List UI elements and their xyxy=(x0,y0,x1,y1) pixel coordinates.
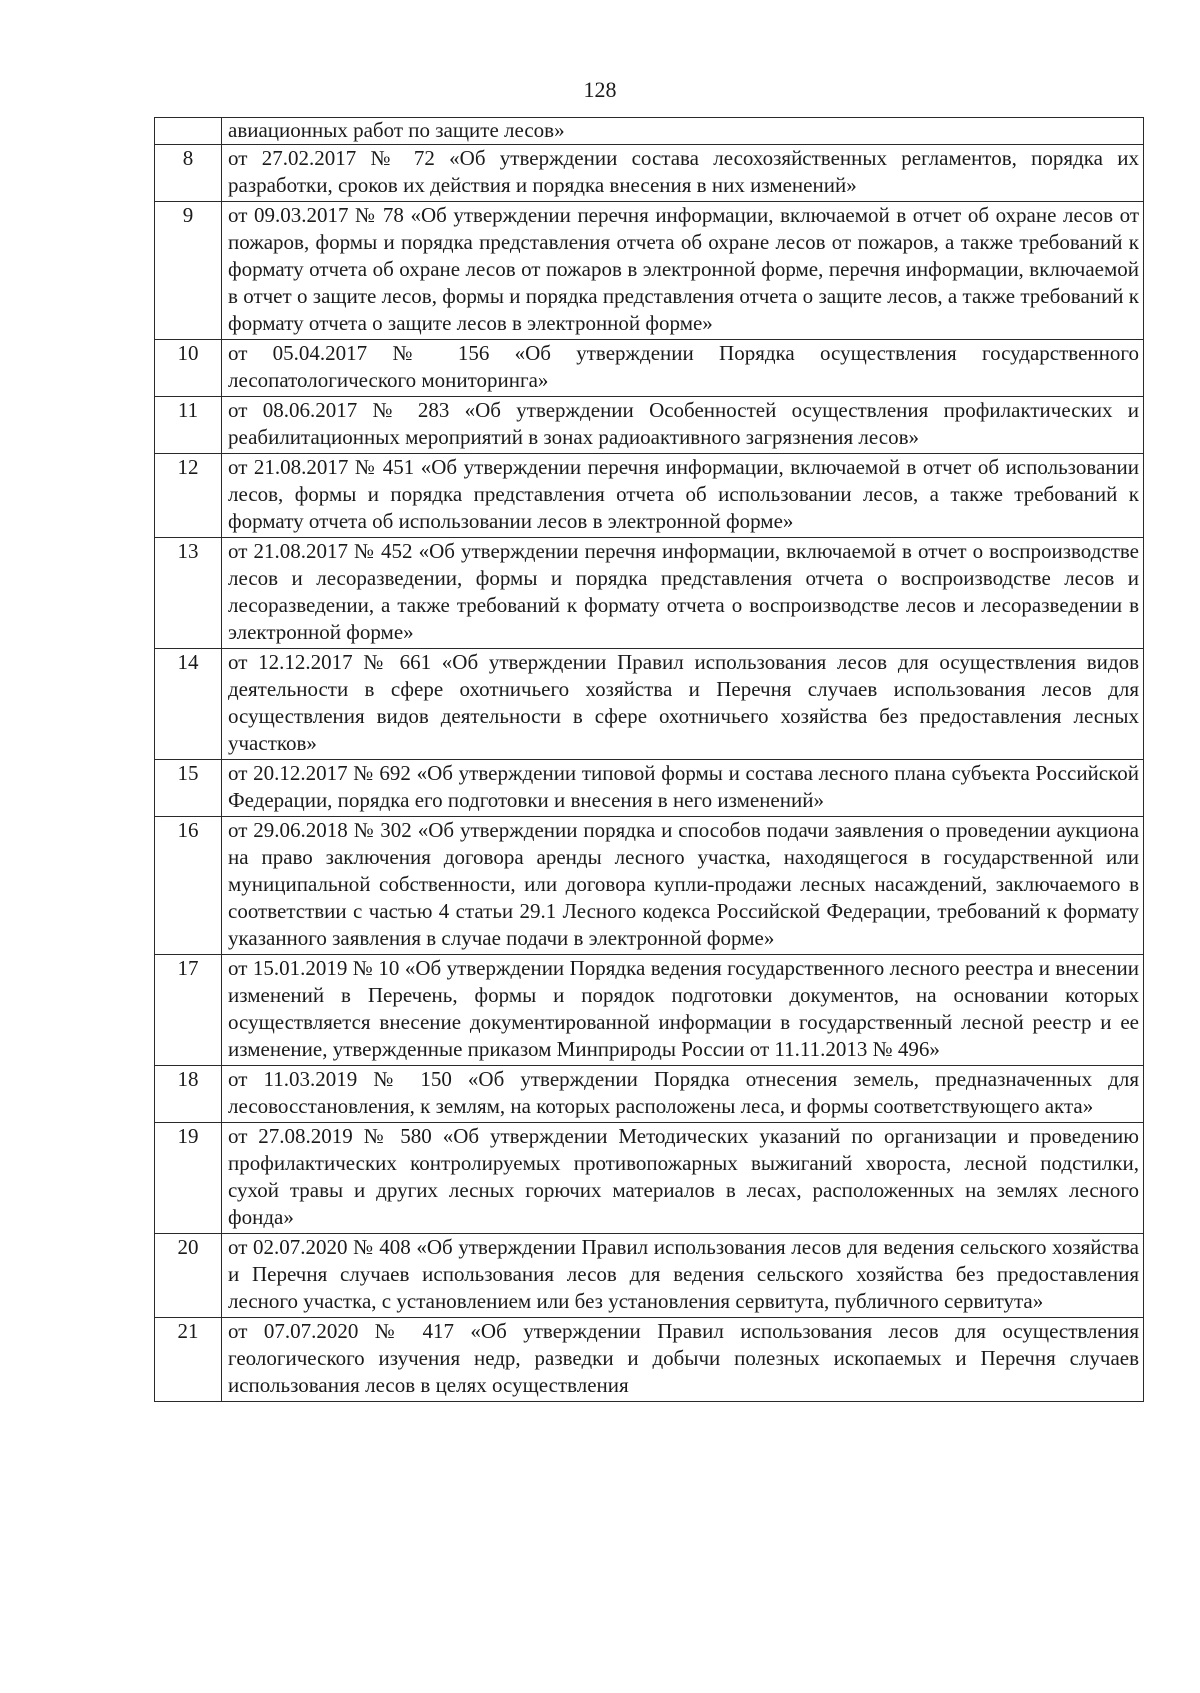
row-number: 21 xyxy=(155,1318,222,1402)
table-row xyxy=(155,760,1144,817)
row-number: 20 xyxy=(155,1234,222,1318)
row-text: от 09.03.2017 № 78 «Об утверждении перечня информации, включаемой в отчет об охране лесов от пожаров, формы и порядка представления отчета об охране лесов от пожаров, а также требований к формату отчета об охране лесов от пожаров в электронной форме, перечня информации, включаемой в отчет о защите лесов, формы и порядка представления отчета о защите лесов, а также требований к формату отчета о защите лесов в электронной форме» xyxy=(222,202,1144,340)
row-number xyxy=(155,118,222,145)
row-text: от 21.08.2017 № 451 «Об утверждении перечня информации, включаемой в отчет об использовании лесов, формы и порядка представления отчета об использовании лесов, а также требований к формату отчета об использовании лесов в электронной форме» xyxy=(222,454,1144,538)
page-number: 128 xyxy=(583,77,617,102)
row-text: от 07.07.2020 № 417 «Об утверждении Правил использования лесов для осуществления геологического изучения недр, разведки и добычи полезных ископаемых и Перечня случаев использования лесов в целях осуществления xyxy=(222,1318,1144,1402)
row-number: 16 xyxy=(155,817,222,955)
row-number: 13 xyxy=(155,538,222,649)
table-row xyxy=(155,649,1144,760)
table-row xyxy=(155,145,1144,202)
row-number: 11 xyxy=(155,397,222,454)
table-row xyxy=(155,340,1144,397)
row-text: от 29.06.2018 № 302 «Об утверждении порядка и способов подачи заявления о проведении аукциона на право заключения договора аренды лесного участка, находящегося в государственной или муниципальной собственности, или договора купли-продажи лесных насаждений, заключаемого в соответствии с частью 4 статьи 29.1 Лесного кодекса Российской Федерации, требований к формату указанного заявления в случае подачи в электронной форме» xyxy=(222,817,1144,955)
row-number: 10 xyxy=(155,340,222,397)
row-number: 18 xyxy=(155,1066,222,1123)
row-text: от 12.12.2017 № 661 «Об утверждении Правил использования лесов для осуществления видов деятельности в сфере охотничьего хозяйства и Перечня случаев использования лесов для осуществления видов деятельности в сфере охотничьего хозяйства без предоставления лесных участков» xyxy=(222,649,1144,760)
row-number: 8 xyxy=(155,145,222,202)
table-row xyxy=(155,118,1144,145)
row-text: от 05.04.2017 № 156 «Об утверждении Порядка осуществления государственного лесопатологического мониторинга» xyxy=(222,340,1144,397)
table-row xyxy=(155,1123,1144,1234)
table-row xyxy=(155,1318,1144,1402)
row-number: 14 xyxy=(155,649,222,760)
table-row xyxy=(155,202,1144,340)
row-number: 19 xyxy=(155,1123,222,1234)
table-row xyxy=(155,1234,1144,1318)
table-row xyxy=(155,538,1144,649)
table-row xyxy=(155,817,1144,955)
row-text: от 15.01.2019 № 10 «Об утверждении Порядка ведения государственного лесного реестра и внесении изменений в Перечень, формы и порядок подготовки документов, на основании которых осуществляется внесение документированной информации в государственный лесной реестр и ее изменение, утвержденные приказом Минприроды России от 11.11.2013 № 496» xyxy=(222,955,1144,1066)
row-text: от 11.03.2019 № 150 «Об утверждении Порядка отнесения земель, предназначенных для лесовосстановления, к землям, на которых расположены леса, и формы соответствующего акта» xyxy=(222,1066,1144,1123)
row-number: 9 xyxy=(155,202,222,340)
row-text: от 02.07.2020 № 408 «Об утверждении Правил использования лесов для ведения сельского хозяйства и Перечня случаев использования лесов для ведения сельского хозяйства без предоставления лесного участка, с установлением или без установления сервитута, публичного сервитута» xyxy=(222,1234,1144,1318)
table-row xyxy=(155,454,1144,538)
row-number: 15 xyxy=(155,760,222,817)
row-text: от 27.08.2019 № 580 «Об утверждении Методических указаний по организации и проведению профилактических контролируемых противопожарных выжиганий хвороста, лесной подстилки, сухой травы и других лесных горючих материалов в лесах, расположенных на землях лесного фонда» xyxy=(222,1123,1144,1234)
row-text: от 08.06.2017 № 283 «Об утверждении Особенностей осуществления профилактических и реабилитационных мероприятий в зонах радиоактивного загрязнения лесов» xyxy=(222,397,1144,454)
table-row xyxy=(155,955,1144,1066)
row-number: 12 xyxy=(155,454,222,538)
row-text: от 20.12.2017 № 692 «Об утверждении типовой формы и состава лесного плана субъекта Российской Федерации, порядка его подготовки и внесения в него изменений» xyxy=(222,760,1144,817)
table-row xyxy=(155,397,1144,454)
row-number: 17 xyxy=(155,955,222,1066)
row-text: от 27.02.2017 № 72 «Об утверждении состава лесохозяйственных регламентов, порядка их разработки, сроков их действия и порядка внесения в них изменений» xyxy=(222,145,1144,202)
row-text: авиационных работ по защите лесов» xyxy=(222,118,1144,145)
table-row xyxy=(155,1066,1144,1123)
regulations-table xyxy=(154,117,1144,1402)
row-text: от 21.08.2017 № 452 «Об утверждении перечня информации, включаемой в отчет о воспроизводстве лесов и лесоразведении, формы и порядка представления отчета о воспроизводстве лесов и лесоразведении, а также требований к формату отчета о воспроизводстве лесов и лесоразведении в электронной форме» xyxy=(222,538,1144,649)
